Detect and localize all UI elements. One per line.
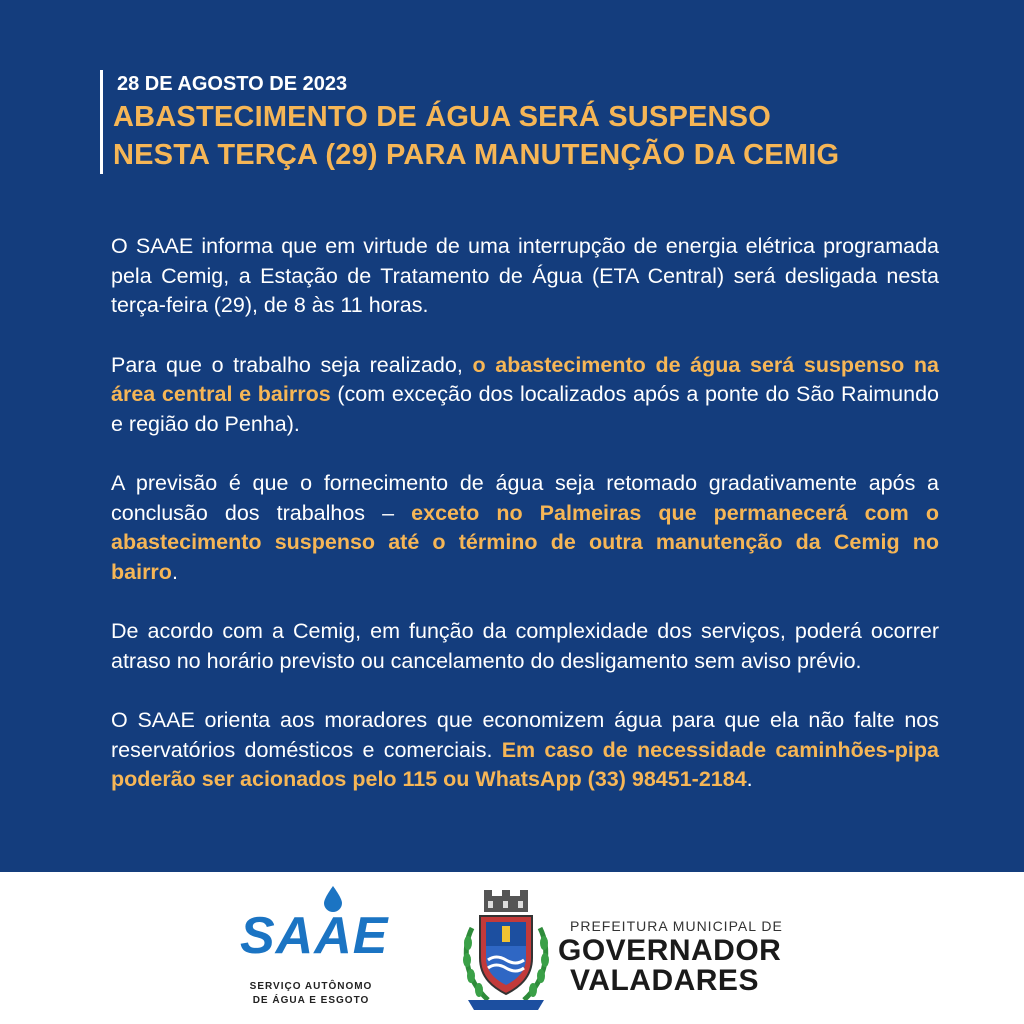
announcement-body (111, 232, 939, 825)
paragraph-5 (111, 706, 939, 795)
paragraph-2 (111, 351, 939, 440)
paragraph-5-highlight: Em caso de necessidade caminhões-pipa poderão ser acionados pelo 115 ou WhatsApp (33) 98451-2184 (111, 737, 939, 791)
paragraph-2-text-b: (com exceção dos localizados após a ponte do São Raimundo e região do Penha). (111, 382, 940, 436)
coat-of-arms-icon (458, 888, 554, 1018)
saae-logo-text: SAAE (240, 907, 389, 965)
paragraph-2-text-a: Para que o trabalho seja realizado, (111, 352, 473, 377)
city-name-line-1: GOVERNADOR (558, 934, 782, 967)
title-line-1: ABASTECIMENTO DE ÁGUA SERÁ SUSPENSO (113, 101, 771, 133)
paragraph-4: De acordo com a Cemig, em função da complexidade dos serviços, poderá ocorrer atraso no horário previsto ou cancelamento do desligamento sem aviso prévio. (111, 619, 939, 673)
paragraph-3-text-b: . (171, 559, 178, 584)
paragraph-5-text-a: O SAAE orienta aos moradores que economizem água para que ela não falte nos reservatórios domésticos e comerciais. (111, 708, 939, 762)
header-block (100, 70, 943, 174)
saae-subtitle-line-2: DE ÁGUA E ESGOTO (252, 995, 370, 1006)
saae-logo-subtitle (240, 980, 382, 1008)
footer-logos (0, 872, 1024, 1024)
saae-logo (240, 886, 389, 1011)
prefeitura-label: PREFEITURA MUNICIPAL DE (570, 918, 783, 934)
paragraph-3-highlight: exceto no Palmeiras que permanecerá com o abastecimento suspenso até o término de outra manutenção da Cemig no bairro (111, 500, 939, 584)
paragraph-1: O SAAE informa que em virtude de uma interrupção de energia elétrica programada pela Cemig, a Estação de Tratamento de Água (ETA Central) será desligada nesta terça-feira (29), de 8 às 11 horas. (111, 234, 939, 317)
saae-subtitle-line-1: SERVIÇO AUTÔNOMO (249, 981, 373, 992)
prefeitura-logo (458, 888, 788, 1018)
date-label: 28 DE AGOSTO DE 2023 (117, 73, 348, 95)
paragraph-3 (111, 469, 939, 587)
paragraph-5-text-b: . (746, 767, 753, 791)
paragraph-2-highlight: o abastecimento de água será suspenso na área central e bairros (111, 352, 939, 406)
title-line-2: NESTA TERÇA (29) PARA MANUTENÇÃO DA CEMIG (113, 139, 840, 171)
city-name-line-2: VALADARES (570, 964, 759, 997)
paragraph-3-text-a: A previsão é que o fornecimento de água seja retomado gradativamente após a conclusão dos trabalhos – (111, 471, 939, 525)
